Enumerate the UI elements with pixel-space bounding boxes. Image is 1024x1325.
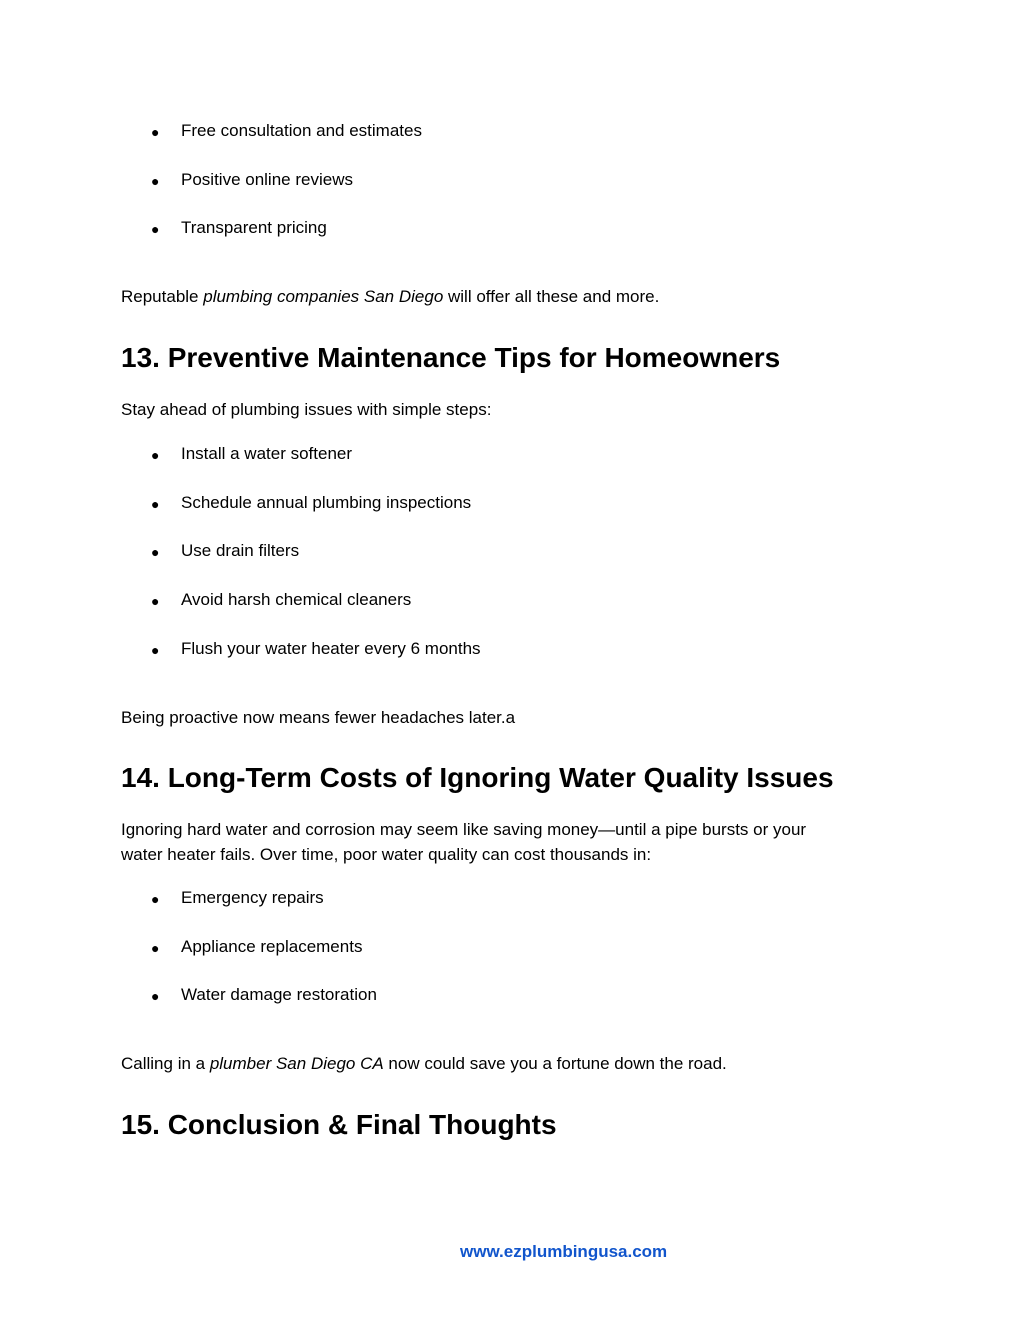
bullet-icon: ● (151, 124, 160, 140)
list-item: Positive online reviews (181, 170, 353, 189)
section-14-intro-line-1: Ignoring hard water and corrosion may seem like saving money—until a pipe bursts or your (121, 820, 807, 839)
bullet-icon: ● (151, 642, 160, 658)
list-item: Flush your water heater every 6 months (181, 639, 481, 658)
italic-keyword: plumber San Diego CA (209, 1054, 384, 1073)
bullet-icon: ● (151, 544, 160, 560)
list-item: Water damage restoration (181, 985, 377, 1004)
list-item: Schedule annual plumbing inspections (181, 493, 472, 512)
list-item: Avoid harsh chemical cleaners (181, 590, 412, 609)
section-15-heading: 15. Conclusion & Final Thoughts (121, 1109, 557, 1140)
bullet-icon: ● (151, 221, 160, 237)
bullet-icon: ● (151, 173, 160, 189)
list-item: Appliance replacements (181, 937, 363, 956)
footer-website-link[interactable]: www.ezplumbingusa.com (460, 1242, 668, 1261)
list-item: Use drain filters (181, 541, 300, 560)
section-14-closing (121, 1051, 727, 1076)
bullet-icon: ● (151, 593, 160, 609)
section-13-heading: 13. Preventive Maintenance Tips for Homeowners (121, 342, 781, 373)
bullet-icon: ● (151, 891, 160, 907)
paragraph-text: now could save you a fortune down the road. (383, 1054, 727, 1073)
section-14-intro-line-2: water heater fails. Over time, poor water quality can cost thousands in: (121, 845, 652, 864)
bullet-icon: ● (151, 496, 160, 512)
paragraph-text: Reputable (121, 287, 204, 306)
bullet-icon: ● (151, 988, 160, 1004)
section-13-closing: Being proactive now means fewer headaches later.a (121, 708, 516, 727)
list-item: Free consultation and estimates (181, 121, 422, 140)
list-item: Emergency repairs (181, 888, 324, 907)
bullet-icon: ● (151, 447, 160, 463)
section-13-intro: Stay ahead of plumbing issues with simple steps: (121, 400, 492, 419)
paragraph-text: will offer all these and more. (443, 287, 660, 306)
list-item: Transparent pricing (181, 218, 327, 237)
list-item: Install a water softener (181, 444, 353, 463)
italic-keyword: plumbing companies San Diego (203, 287, 444, 306)
section-14-heading: 14. Long-Term Costs of Ignoring Water Quality Issues (121, 762, 834, 793)
bullet-icon: ● (151, 940, 160, 956)
paragraph-reputable (121, 284, 659, 309)
paragraph-text: Calling in a (121, 1054, 210, 1073)
